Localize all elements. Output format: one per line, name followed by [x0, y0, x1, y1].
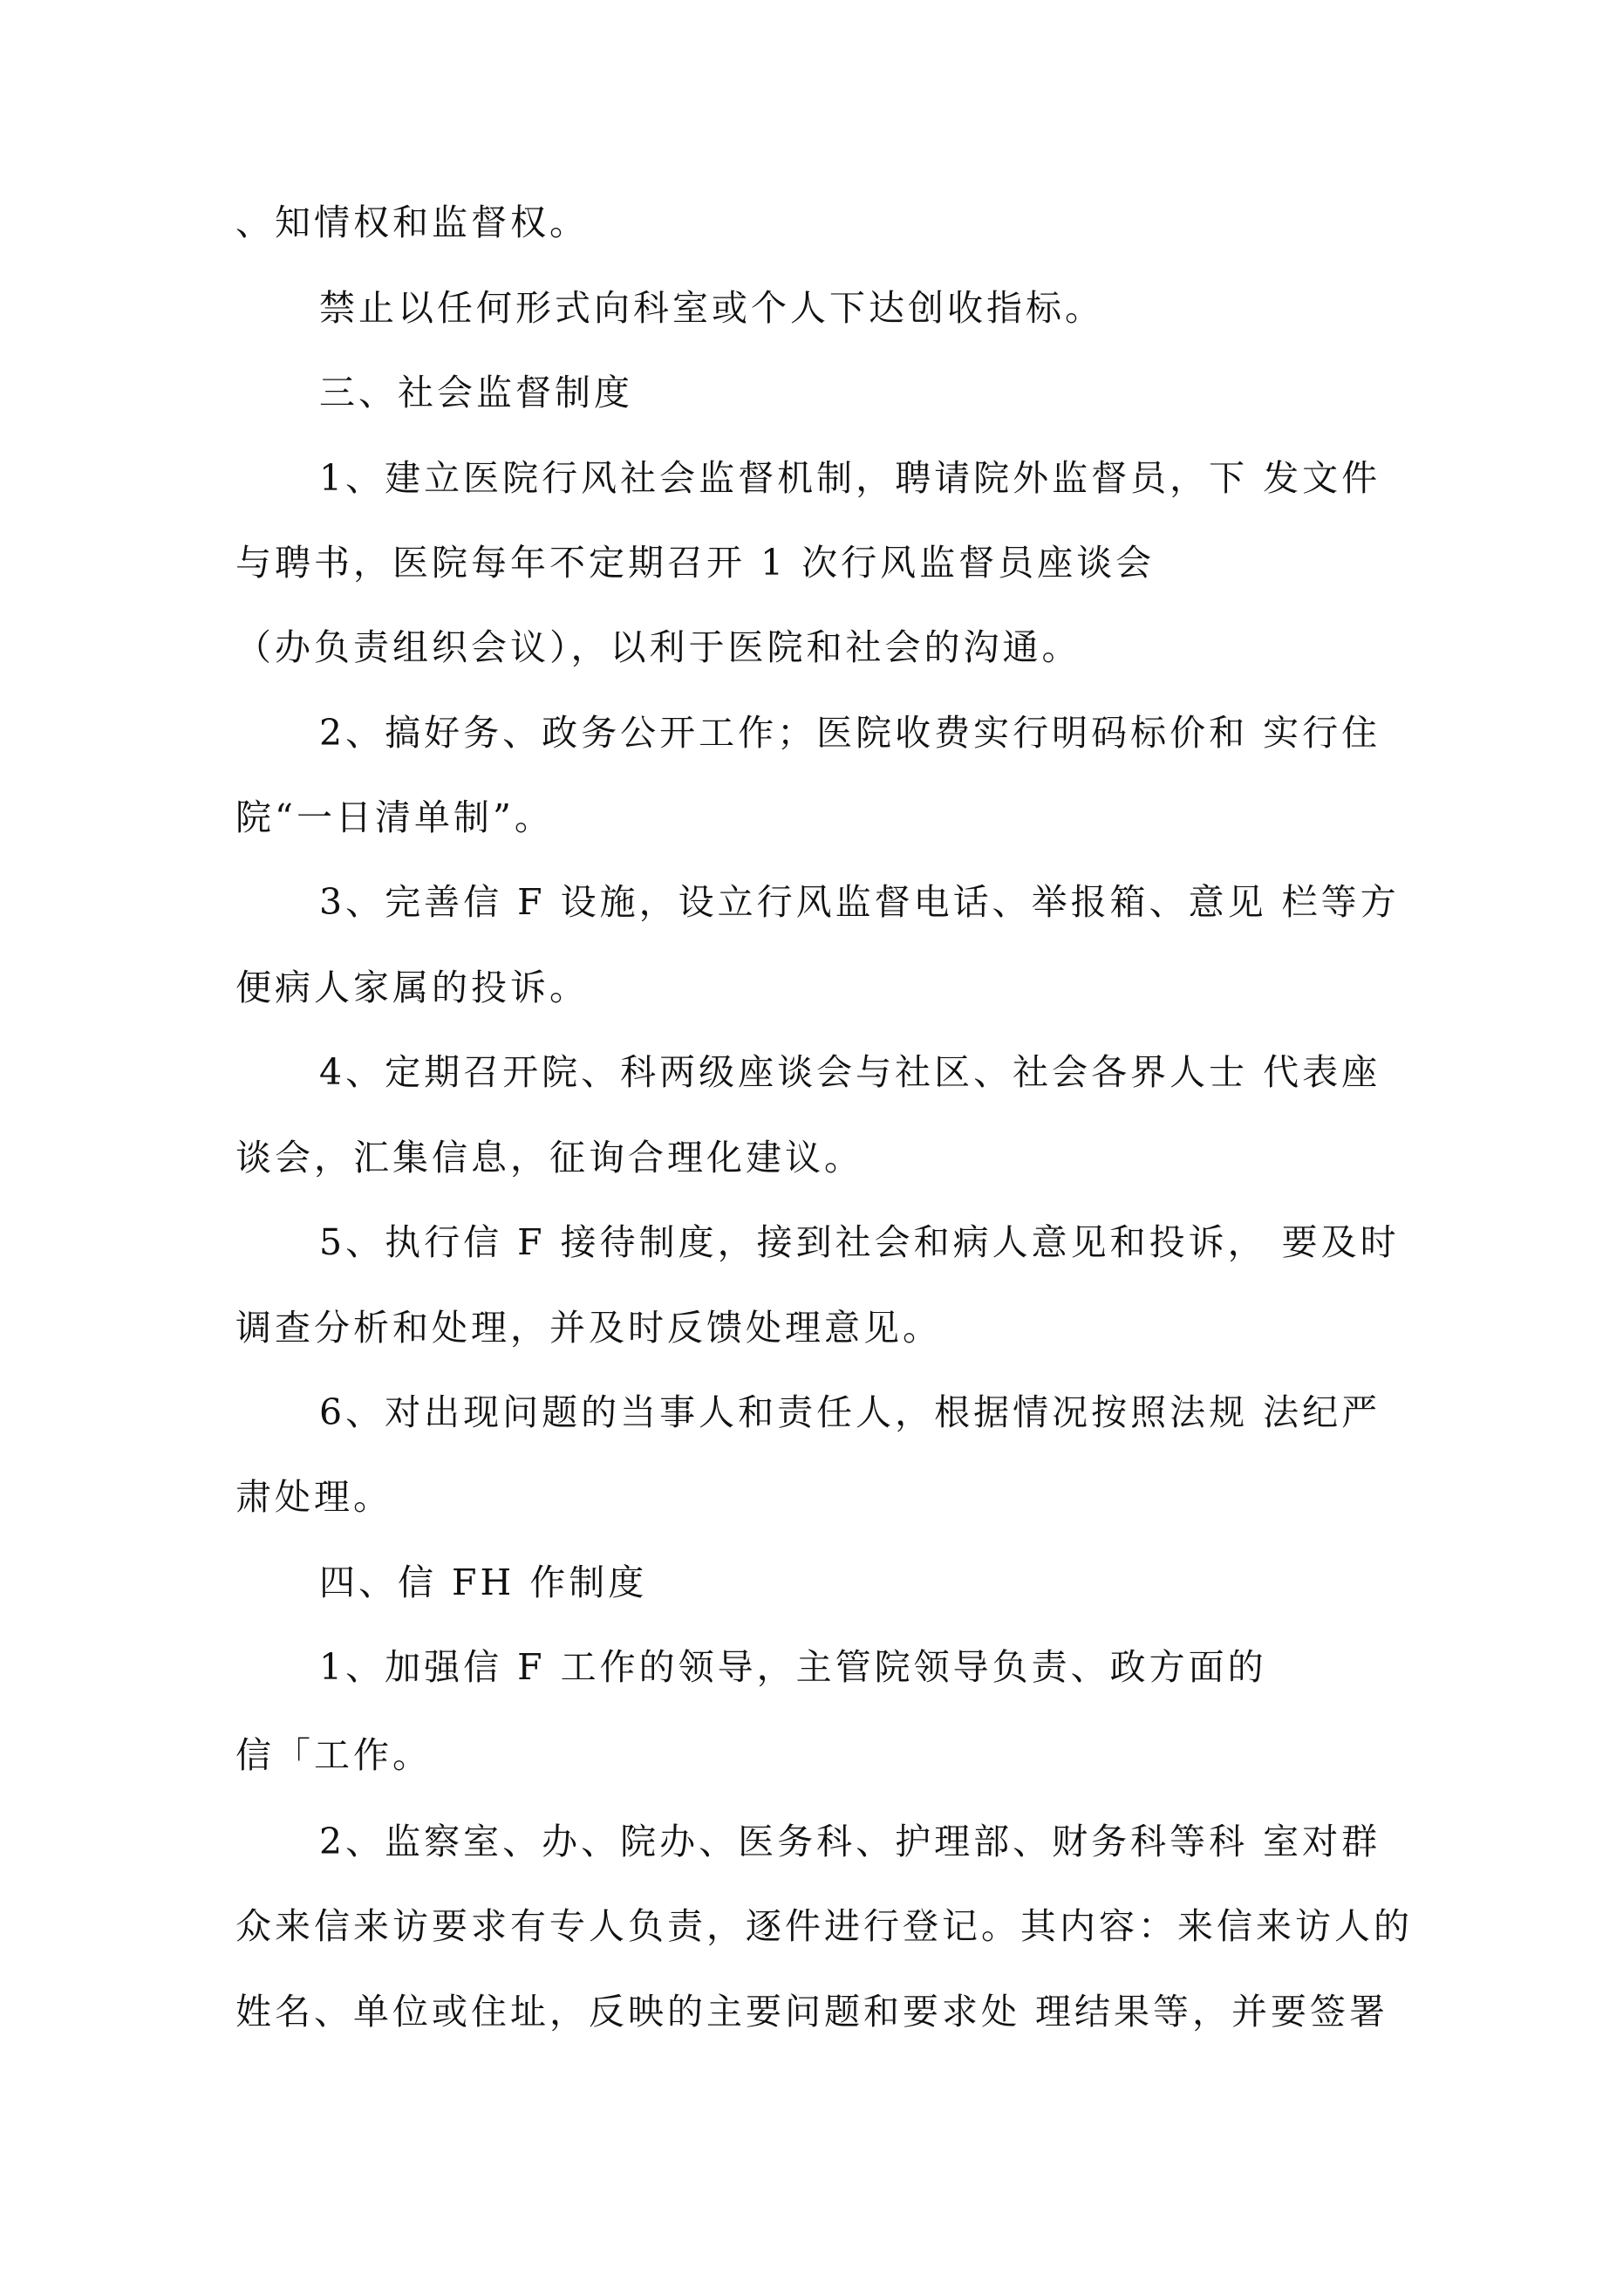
- paragraph-line: （办负责组织会议），以利于医院和社会的沟通。: [235, 626, 1081, 668]
- paragraph-line: 众来信来访要求有专人负责，逐件进行登记。其内容：来信来访人的: [235, 1905, 1413, 1947]
- paragraph-line: 6、对出现问题的当事人和责任人，根据情况按照法规 法纪严: [319, 1391, 1381, 1433]
- paragraph-line: 禁止以任何形式向科室或个人下达创收指标。: [319, 287, 1104, 329]
- paragraph-line: 1、建立医院行风社会监督机制，聘请院外监督员，下 发文件: [319, 457, 1381, 499]
- paragraph-line: 调查分析和处理，并及时反馈处理意见。: [235, 1307, 942, 1349]
- paragraph-line: 3、完善信 F 设施，设立行风监督电话、举报箱、意见 栏等方: [319, 881, 1400, 923]
- paragraph-line: 谈会，汇集信息，征询合理化建议。: [235, 1137, 863, 1179]
- paragraph-line: 4、定期召开院、科两级座谈会与社区、社会各界人士 代表座: [319, 1051, 1381, 1093]
- paragraph-line: 2、搞好务、政务公开工作；医院收费实行明码标价和 实行住: [319, 712, 1381, 754]
- paragraph-line: 姓名、单位或住址，反映的主要问题和要求处 理结果等，并要签署: [235, 1991, 1389, 2033]
- paragraph-line: 5、执行信 F 接待制度，接到社会和病人意见和投诉， 要及时: [319, 1221, 1400, 1263]
- section-heading: 四、信 FH 作制度: [319, 1561, 648, 1603]
- paragraph-line: 信「工作。: [235, 1734, 432, 1776]
- paragraph-line: 肃处理。: [235, 1476, 392, 1518]
- section-heading: 三、社会监督制度: [319, 372, 633, 413]
- paragraph-line: 2、监察室、办、院办、医务科、护理部、财务科等科 室对群: [319, 1821, 1381, 1862]
- paragraph-line: 院“一日清单制”。: [235, 796, 554, 838]
- paragraph-line: 、知情权和监督权。: [235, 202, 589, 243]
- paragraph-line: 便病人家属的投诉。: [235, 967, 589, 1008]
- paragraph-line: 1、加强信 F 工作的领导，主管院领导负责、政方面的: [319, 1646, 1267, 1688]
- paragraph-line: 与聘书，医院每年不定期召开 1 次行风监督员座谈会: [235, 542, 1156, 584]
